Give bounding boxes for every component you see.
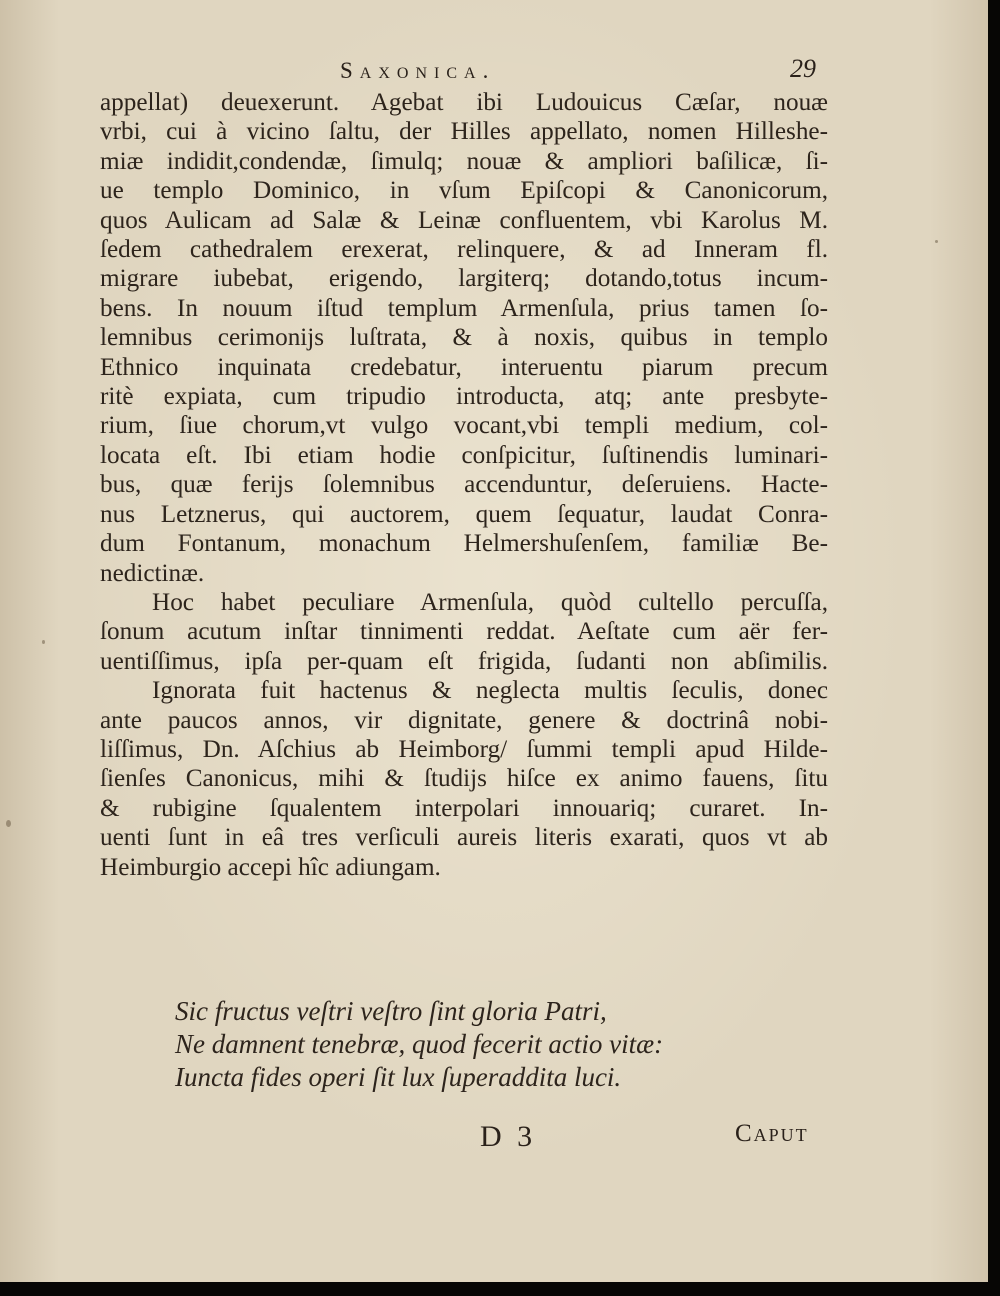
- text-line: ſedem cathedralem erexerat, relinquere, & ad Inneram fl.: [100, 236, 828, 264]
- text-line: Heimburgio accepi hîc adiungam.: [100, 853, 441, 881]
- text-line: locata eſt. Ibi etiam hodie conſpicitur, ſuſtinendis luminari-: [100, 441, 828, 469]
- text-line: appellat) deuexerunt. Agebat ibi Ludouicus Cæſar, nouæ: [100, 89, 828, 116]
- text-line: ſienſes Canonicus, mihi & ſtudijs hiſce ex animo fauens, ſitu: [100, 765, 828, 793]
- text-line: dum Fontanum, monachum Helmershuſenſem, familiæ Be-: [100, 530, 828, 558]
- text-line: bus, quæ ferijs ſolemnibus accenduntur, deſeruiens. Hacte-: [100, 471, 828, 499]
- verse-line: Ne damnent tenebræ, quod fecerit actio vitæ:: [175, 1029, 664, 1059]
- text-line: liſſimus, Dn. Aſchius ab Heimborg/ ſummi templi apud Hilde-: [100, 735, 828, 763]
- body-text: [100, 88, 828, 882]
- text-line: Hoc habet peculiare Armenſula, quòd cultello percuſſa,: [152, 588, 828, 616]
- text-line: nedictinæ.: [100, 559, 205, 587]
- text-line: & rubigine ſqualentem interpolari innouariq; curaret. In-: [100, 794, 828, 822]
- text-line: migrare iubebat, erigendo, largiterq; dotando,totus incum-: [100, 265, 828, 293]
- page-number: 29: [790, 54, 816, 83]
- text-line: nus Letznerus, qui auctorem, quem ſequatur, laudat Conra-: [100, 500, 828, 528]
- text-line: uentiſſimus, ipſa per-quam eſt frigida, ſudanti non abſimilis.: [100, 647, 828, 675]
- text-line: vrbi, cui à vicino ſaltu, der Hilles appellato, nomen Hilleshe-: [100, 118, 828, 146]
- text-line: ue templo Dominico, in vſum Epiſcopi & Canonicorum,: [100, 177, 828, 205]
- text-line: bens. In nouum iſtud templum Armenſula, prius tamen ſo-: [100, 294, 828, 322]
- signature-mark: D 3: [480, 1120, 537, 1153]
- text-line: quos Aulicam ad Salæ & Leinæ confluentem, vbi Karolus M.: [100, 206, 828, 234]
- text-line: ante paucos annos, vir dignitate, genere & doctrinâ nobi-: [100, 706, 828, 734]
- text-line: rium, ſiue chorum,vt vulgo vocant,vbi templi medium, col-: [100, 412, 828, 440]
- text-line: lemnibus cerimonijs luſtrata, & à noxis, quibus in templo: [100, 324, 828, 352]
- catchword: Caput: [735, 1120, 809, 1147]
- verse-line: Iuncta fides operi ſit lux ſuperaddita luci.: [175, 1062, 622, 1092]
- text-line: Ethnico inquinata credebatur, interuentu piarum precum: [100, 353, 828, 381]
- scan-border-right: [988, 0, 1000, 1296]
- text-line: ritè expiata, cum tripudio introducta, atq; ante presbyte-: [100, 383, 828, 411]
- scan-border-bottom: [0, 1282, 1000, 1296]
- text-line: Ignorata fuit hactenus & neglecta multis ſeculis, donec: [152, 677, 828, 705]
- text-line: uenti ſunt in eâ tres verſiculi aureis literis exarati, quos vt ab: [100, 824, 828, 852]
- text-line: miæ indidit,condendæ, ſimulq; nouæ & ampliori baſilicæ, ſi-: [100, 147, 828, 175]
- verse-block: [175, 995, 795, 1094]
- running-title: Saxonica.: [340, 58, 496, 83]
- text-line: ſonum acutum inſtar tinnimenti reddat. Aeſtate cum aër fer-: [100, 618, 828, 646]
- verse-line: Sic fructus veſtri veſtro ſint gloria Patri,: [175, 996, 607, 1026]
